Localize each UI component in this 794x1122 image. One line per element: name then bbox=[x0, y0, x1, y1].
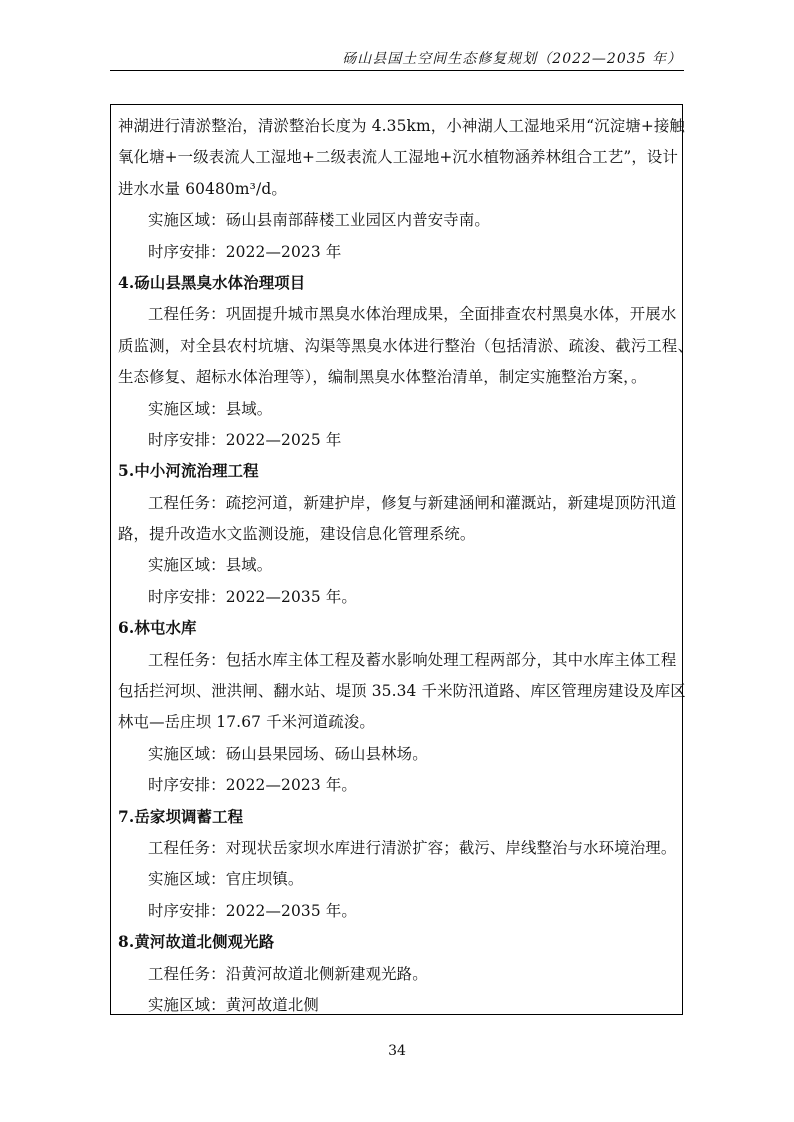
section-heading: 4.砀山县黑臭水体治理项目 bbox=[118, 273, 306, 292]
text-line: 进水水量 60480m³/d。 bbox=[118, 179, 287, 198]
text-line: 工程任务：沿黄河故道北侧新建观光路。 bbox=[148, 964, 428, 983]
text-line: 时序安排：2022—2035 年。 bbox=[148, 901, 357, 920]
text-line: 实施区域：官庄坝镇。 bbox=[148, 870, 304, 889]
text-line: 实施区域：县域。 bbox=[148, 399, 273, 418]
text-line: 时序安排：2022—2025 年 bbox=[148, 430, 342, 449]
text-line: 工程任务：对现状岳家坝水库进行清淤扩容；截污、岸线整治与水环境治理。 bbox=[148, 838, 677, 857]
text-line: 工程任务：巩固提升城市黑臭水体治理成果，全面排查农村黑臭水体，开展水 bbox=[148, 305, 677, 324]
text-line: 工程任务：包括水库主体工程及蓄水影响处理工程两部分，其中水库主体工程 bbox=[148, 650, 677, 669]
running-header-title: 砀山县国土空间生态修复规划（2022—2035 年） bbox=[342, 51, 682, 67]
text-line: 实施区域：砀山县果园场、砀山县林场。 bbox=[148, 744, 428, 763]
text-line: 包括拦河坝、泄洪闸、翻水站、堤顶 35.34 千米防汛道路、库区管理房建设及库区 bbox=[118, 682, 686, 701]
section-heading: 8.黄河故道北侧观光路 bbox=[118, 933, 275, 952]
table-content bbox=[118, 111, 694, 1021]
text-line: 林屯—岳庄坝 17.67 千米河道疏浚。 bbox=[118, 713, 375, 732]
text-line: 生态修复、超标水体治理等），编制黑臭水体整治清单，制定实施整治方案，。 bbox=[118, 368, 647, 387]
text-line: 质监测，对全县农村坑塘、沟渠等黑臭水体进行整治（包括清淤、疏浚、截污工程、 bbox=[118, 336, 694, 355]
section-heading: 7.岳家坝调蓄工程 bbox=[118, 807, 244, 826]
text-line: 实施区域：县域。 bbox=[148, 556, 273, 575]
text-line: 实施区域：黄河故道北侧 bbox=[148, 995, 319, 1014]
header-rule bbox=[110, 70, 684, 71]
text-line: 神湖进行清淤整治，清淤整治长度为 4.35km，小神湖人工湿地采用“沉淀塘+接触 bbox=[118, 117, 685, 135]
section-heading: 5.中小河流治理工程 bbox=[118, 462, 259, 481]
text-line: 时序安排：2022—2023 年 bbox=[148, 242, 342, 261]
text-line: 氧化塘+一级表流人工湿地+二级表流人工湿地+沉水植物涵养林组合工艺”，设计 bbox=[118, 148, 678, 167]
text-line: 时序安排：2022—2023 年。 bbox=[148, 776, 357, 795]
text-line: 路，提升改造水文监测设施，建设信息化管理系统。 bbox=[118, 525, 476, 544]
text-line: 时序安排：2022—2035 年。 bbox=[148, 587, 357, 606]
section-heading: 6.林屯水库 bbox=[118, 619, 197, 638]
text-line: 工程任务：疏挖河道，新建护岸，修复与新建涵闸和灌溉站，新建堤顶防汛道 bbox=[148, 493, 677, 512]
page-number: 34 bbox=[388, 1043, 406, 1059]
text-line: 实施区域：砀山县南部薛楼工业园区内普安寺南。 bbox=[148, 211, 490, 230]
